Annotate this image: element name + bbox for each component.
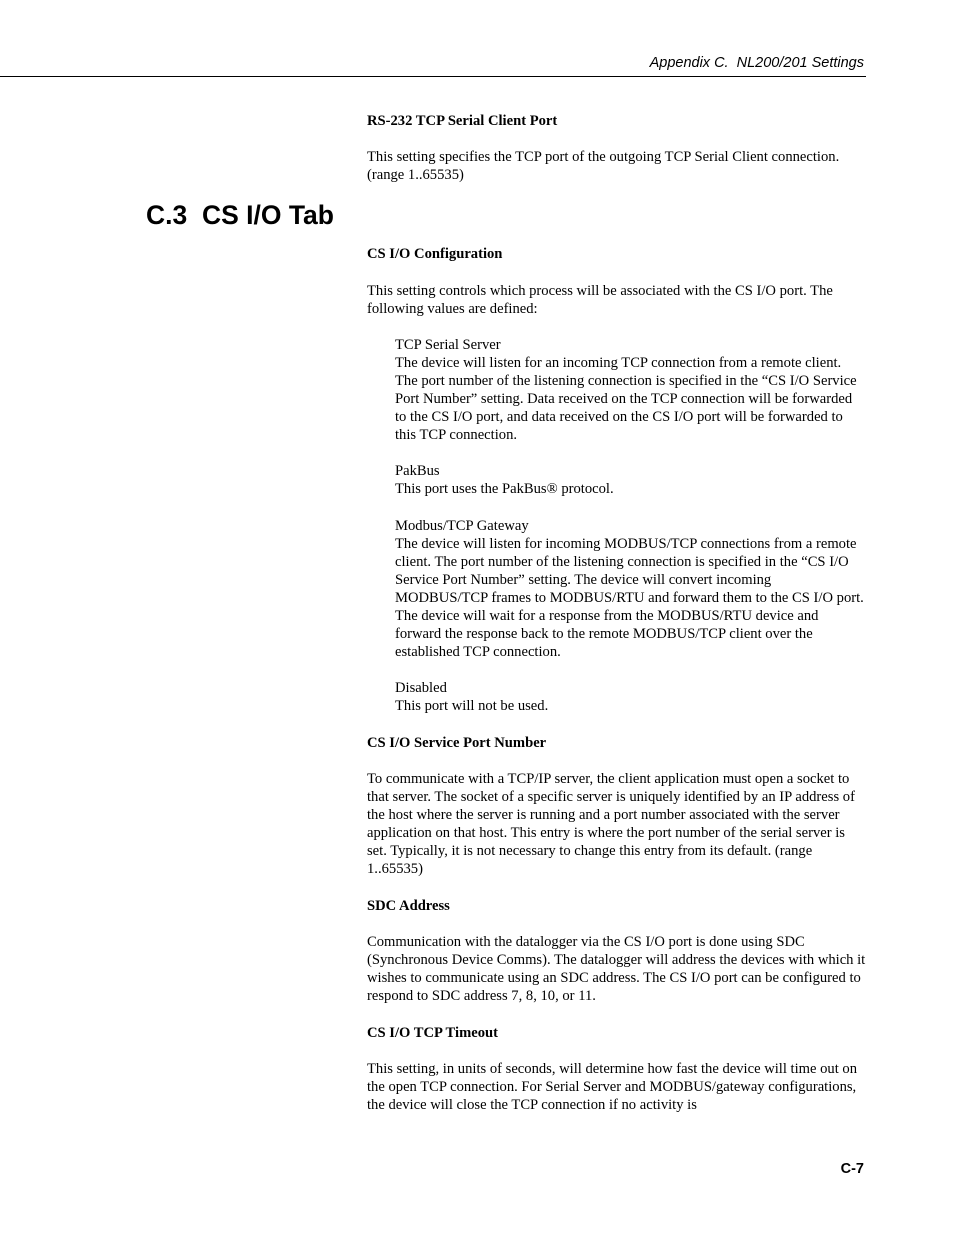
sdc-block	[367, 897, 867, 1005]
option-name: Modbus/TCP Gateway	[395, 518, 529, 534]
tcp-timeout-block	[367, 1024, 867, 1114]
service-port-heading: CS I/O Service Port Number	[367, 735, 547, 751]
option-modbus-tcp-gateway	[395, 517, 867, 661]
rs232-block	[367, 112, 867, 184]
option-name: PakBus	[395, 463, 440, 479]
csio-config-intro: This setting controls which process will be associated with the CS I/O port. The following values are defined:	[367, 283, 833, 317]
csio-config-heading: CS I/O Configuration	[367, 246, 503, 262]
running-header: Appendix C. NL200/201 Settings	[649, 55, 864, 71]
option-pakbus	[395, 462, 867, 498]
option-name: TCP Serial Server	[395, 337, 501, 353]
option-description: This port will not be used.	[395, 698, 549, 714]
option-tcp-serial-server	[395, 336, 867, 444]
section-heading: C.3 CS I/O Tab	[146, 200, 334, 230]
header-rule	[0, 76, 866, 77]
sdc-heading: SDC Address	[367, 898, 450, 914]
service-port-body: To communicate with a TCP/IP server, the client application must open a socket to that server. The socket of a specific server is uniquely identified by an IP address of the host where the server is running and a port number associated with the server application on that host. This entry is where the port number of the serial server is set. Typically, it is not necessary to change this entry from its default. (range 1..65535)	[367, 771, 855, 877]
option-description: The device will listen for incoming MODBUS/TCP connections from a remote client. The port number of the listening connection is specified in the “CS I/O Service Port Number” setting. The device will convert incoming MODBUS/TCP frames to MODBUS/RTU and forward them to the CS I/O port. The device will wait for a response from the MODBUS/RTU device and forward the response back to the remote MODBUS/TCP client over the established TCP connection.	[395, 536, 864, 660]
tcp-timeout-body: This setting, in units of seconds, will determine how fast the device will time out on the open TCP connection. For Serial Server and MODBUS/gateway configurations, the device will close the TCP connection if no activity is	[367, 1061, 858, 1113]
page-number: C-7	[840, 1161, 864, 1177]
option-description: This port uses the PakBus® protocol.	[395, 481, 614, 497]
option-disabled	[395, 679, 867, 715]
rs232-body: This setting specifies the TCP port of the outgoing TCP Serial Client connection. (range 1..65535)	[367, 149, 840, 183]
sdc-body: Communication with the datalogger via the CS I/O port is done using SDC (Synchronous Device Comms). The datalogger will address the devices with which it wishes to communicate using an SDC address. The CS I/O port can be configured to respond to SDC address 7, 8, 10, or 11.	[367, 934, 866, 1004]
csio-config-block	[367, 245, 867, 715]
option-name: Disabled	[395, 680, 447, 696]
option-description: The device will listen for an incoming TCP connection from a remote client. The port number of the listening connection is specified in the “CS I/O Service Port Number” setting. Data received on the TCP connection will be forwarded to the CS I/O port, and data received on the CS I/O port will be forwarded to this TCP connection.	[395, 355, 857, 443]
rs232-heading: RS-232 TCP Serial Client Port	[367, 113, 558, 129]
service-port-block	[367, 734, 867, 878]
tcp-timeout-heading: CS I/O TCP Timeout	[367, 1025, 498, 1041]
